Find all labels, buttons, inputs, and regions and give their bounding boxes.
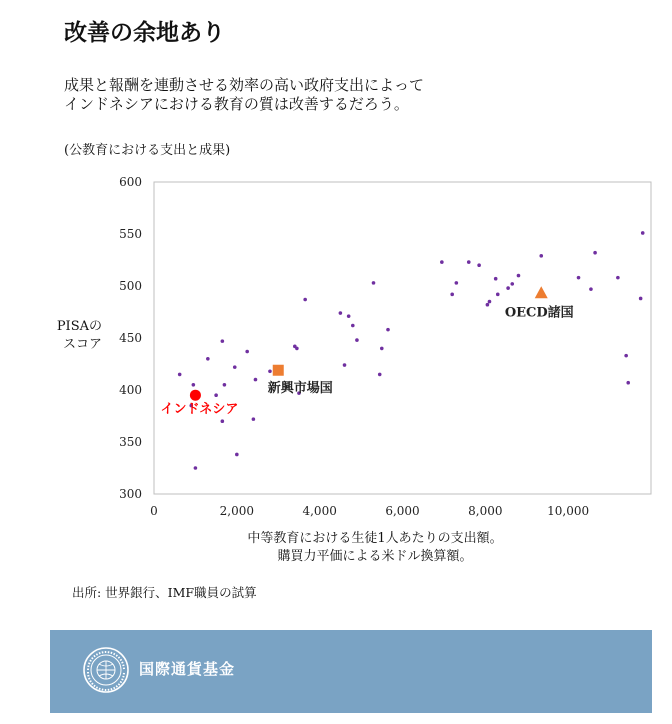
y-tick-label: 350 — [119, 435, 142, 449]
data-point — [616, 276, 620, 280]
data-point — [593, 251, 597, 255]
indonesia-marker — [190, 390, 201, 401]
emerging-markets-label: 新興市場国 — [267, 381, 333, 397]
data-point — [245, 350, 249, 354]
data-point — [386, 328, 390, 332]
data-point — [488, 300, 492, 304]
data-point — [233, 365, 237, 369]
data-point — [506, 286, 510, 290]
data-point — [351, 324, 355, 328]
emerging-markets-marker — [273, 365, 284, 376]
y-axis-label-line-1: PISAの — [56, 319, 102, 334]
indonesia-label: インドネシア — [160, 402, 239, 418]
data-point — [517, 274, 521, 278]
footer-banner — [50, 630, 652, 713]
x-tick-label: 2,000 — [219, 504, 255, 518]
page-title: 改善の余地あり — [64, 19, 225, 46]
data-point — [577, 276, 581, 280]
y-tick-label: 500 — [119, 279, 142, 293]
axes — [154, 182, 651, 494]
data-point — [496, 293, 500, 297]
data-point — [380, 347, 384, 351]
data-point — [339, 311, 343, 315]
data-point — [355, 338, 359, 342]
x-tick-label: 10,000 — [547, 504, 590, 518]
x-tick-label: 4,000 — [302, 504, 337, 518]
y-tick-label: 450 — [119, 331, 142, 345]
source-note: 出所: 世界銀行、IMF職員の試算 — [72, 585, 257, 600]
data-point — [194, 466, 198, 470]
data-point — [254, 378, 258, 382]
data-point — [178, 373, 182, 377]
data-point — [494, 277, 498, 281]
data-point — [440, 260, 444, 264]
x-axis-label-line-1: 中等教育における生徒1人あたりの支出額。 — [247, 531, 503, 546]
data-point — [639, 297, 643, 301]
data-point — [539, 254, 543, 258]
data-point — [589, 287, 593, 291]
y-tick-label: 300 — [119, 487, 142, 501]
data-point — [624, 354, 628, 358]
data-point — [347, 314, 351, 318]
highlight-markers — [160, 286, 573, 417]
org-name: 国際通貨基金 — [139, 660, 236, 678]
y-tick-label: 400 — [119, 383, 142, 397]
data-point — [295, 347, 299, 351]
data-point — [486, 303, 490, 307]
data-point — [268, 369, 272, 373]
data-point — [223, 383, 227, 387]
data-point — [641, 231, 645, 235]
data-point — [235, 453, 239, 457]
data-point — [450, 293, 454, 297]
data-point — [221, 339, 225, 343]
oecd-label: OECD諸国 — [504, 305, 574, 321]
data-point — [378, 373, 382, 377]
y-tick-label: 550 — [119, 227, 142, 241]
data-point — [252, 417, 256, 421]
data-point — [214, 393, 218, 397]
data-point — [626, 381, 630, 385]
data-point — [510, 282, 514, 286]
data-point — [467, 260, 471, 264]
data-points — [178, 231, 645, 470]
subtitle-line-2: インドネシアにおける教育の質は改善するだろう。 — [64, 95, 409, 113]
data-point — [372, 281, 376, 285]
data-point — [455, 281, 459, 285]
chart-caption: (公教育における支出と成果) — [64, 143, 231, 158]
tick-labels — [119, 175, 589, 518]
data-point — [192, 383, 196, 387]
plot-frame — [154, 182, 651, 494]
subtitle-line-1: 成果と報酬を連動させる効率の高い政府支出によって — [64, 76, 425, 94]
x-tick-label: 6,000 — [385, 504, 420, 518]
y-axis-label — [44, 318, 102, 354]
data-point — [343, 363, 347, 367]
x-tick-label: 0 — [150, 504, 158, 518]
x-axis-label — [210, 530, 540, 566]
y-axis-label-line-2: スコア — [62, 337, 102, 352]
x-tick-label: 8,000 — [468, 504, 503, 518]
data-point — [221, 419, 225, 423]
x-axis-label-line-2: 購買力平価による米ドル換算額。 — [277, 549, 473, 564]
data-point — [303, 298, 307, 302]
data-point — [477, 263, 481, 267]
data-point — [206, 357, 210, 361]
imf-seal-icon — [82, 646, 130, 694]
oecd-marker — [535, 286, 548, 298]
y-tick-label: 600 — [119, 175, 142, 189]
